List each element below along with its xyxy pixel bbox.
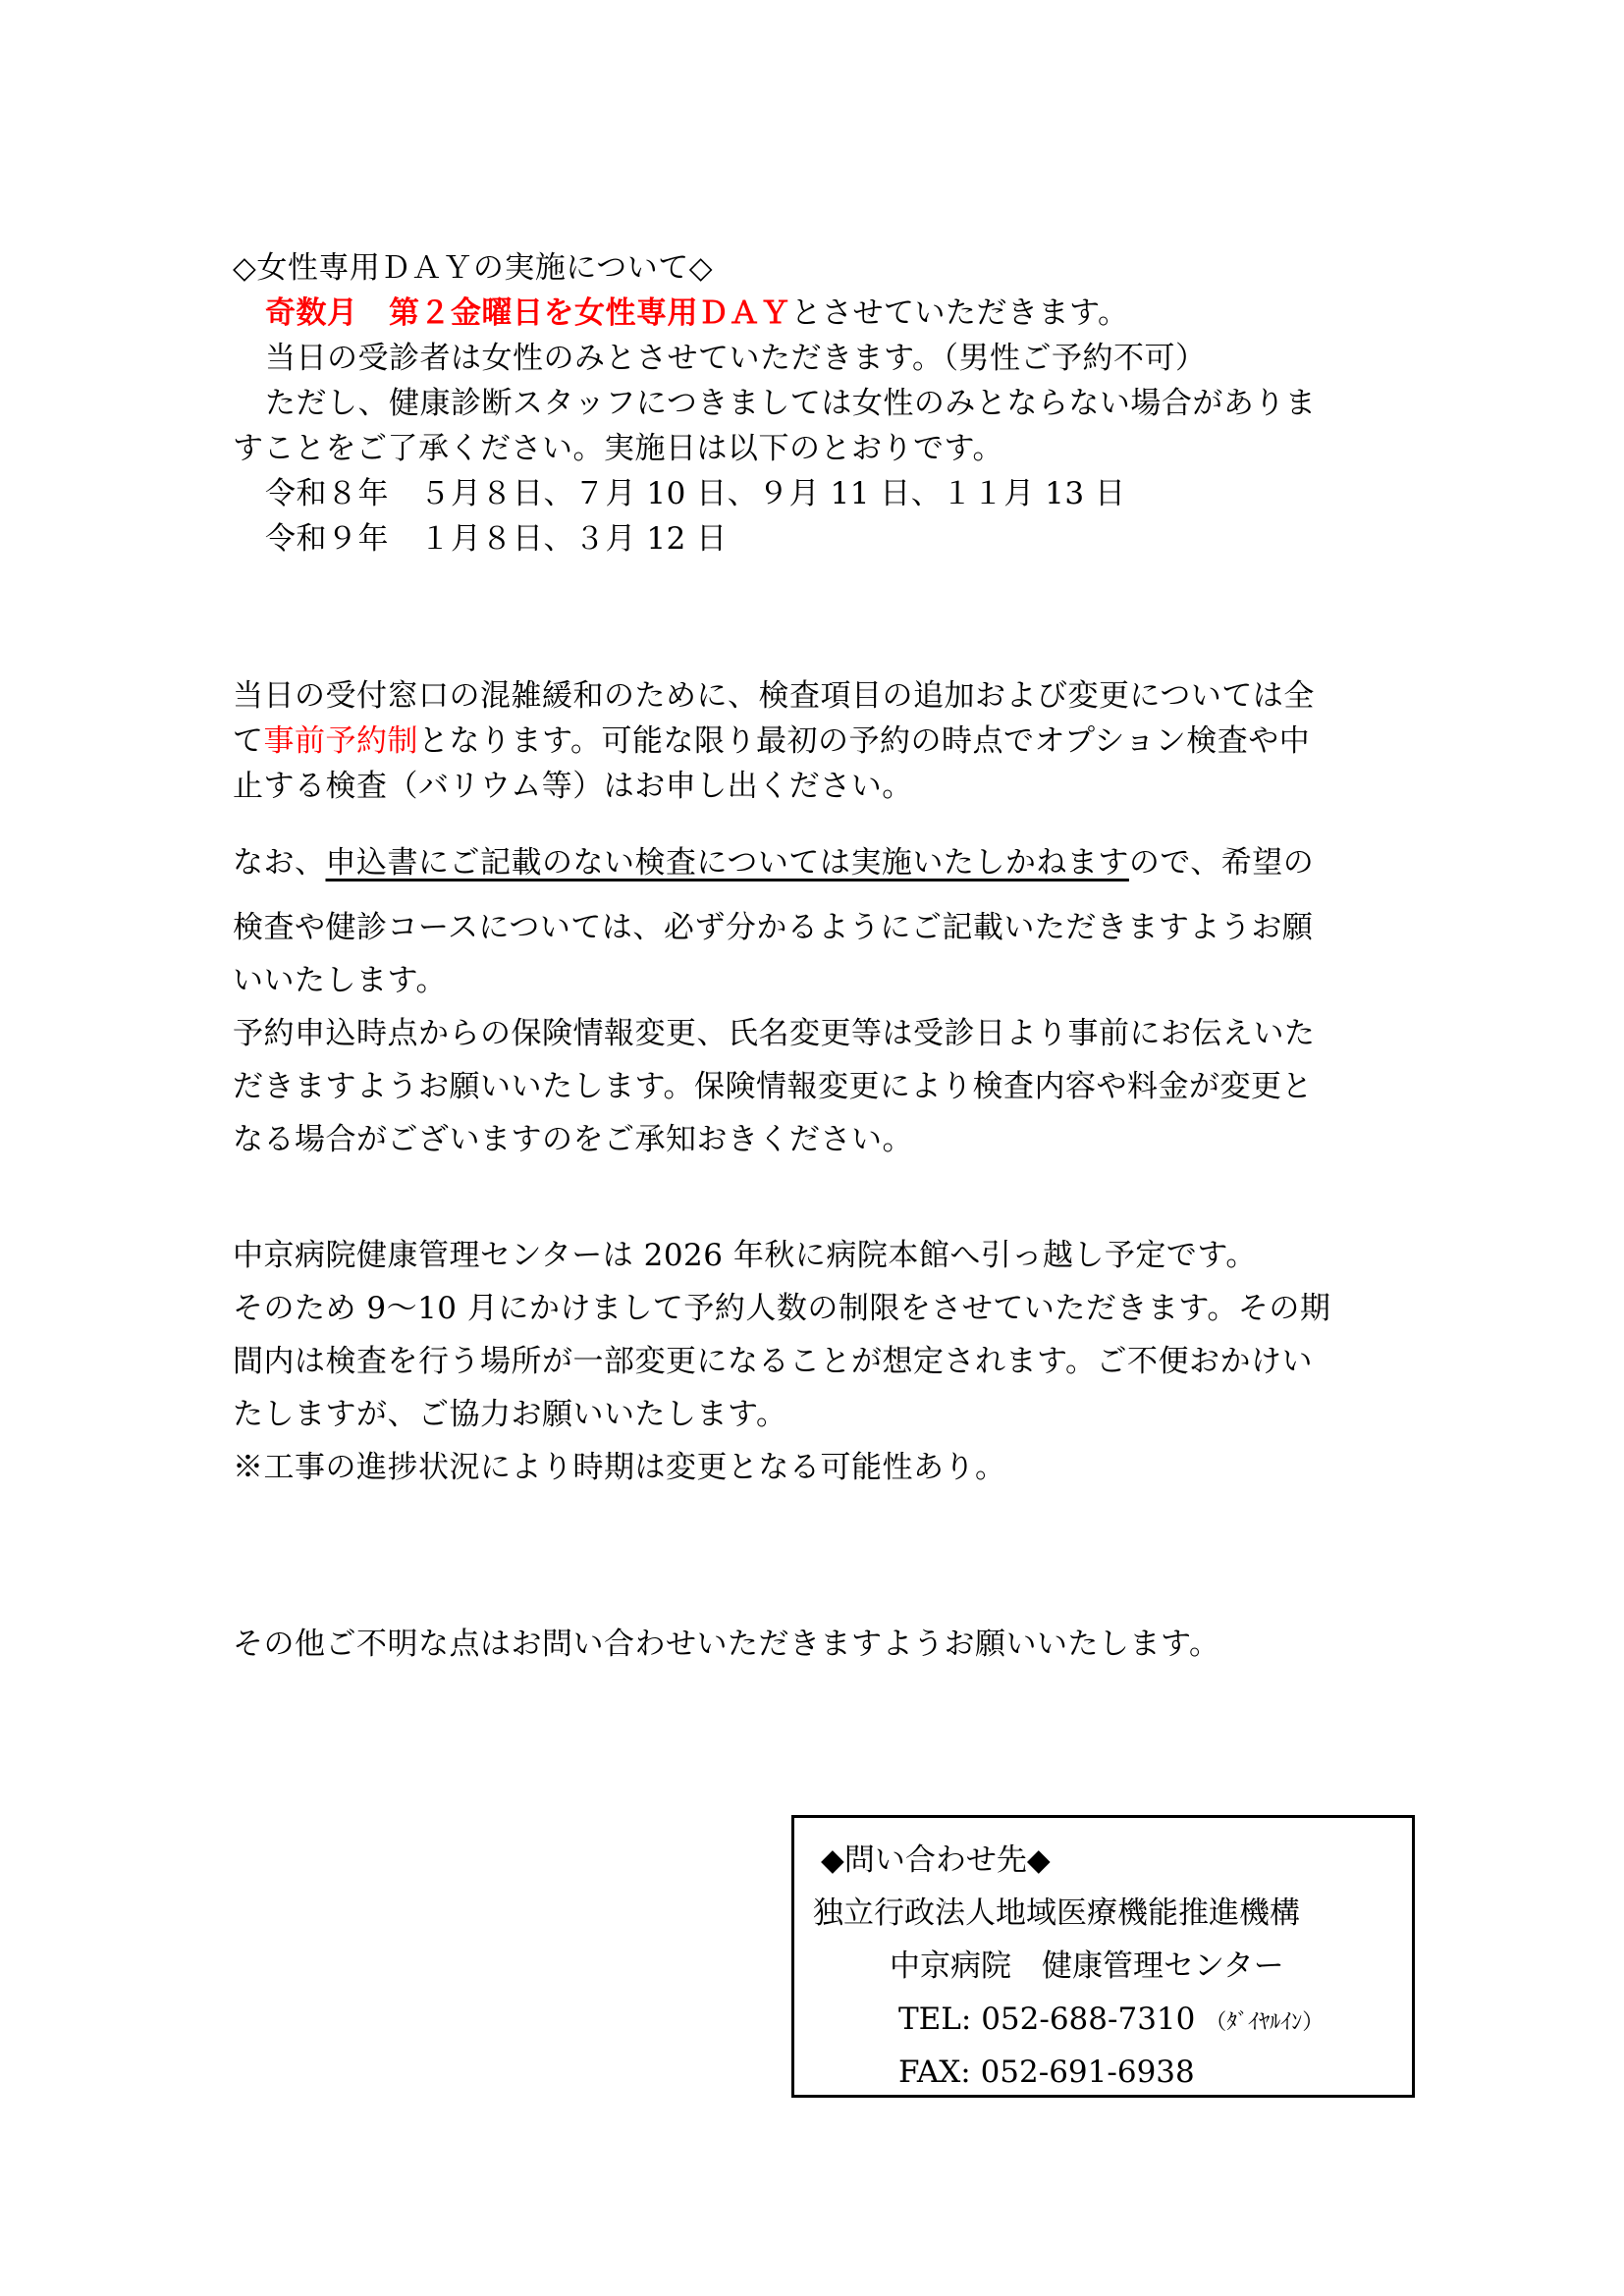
date-year: 令和８年	[265, 476, 389, 511]
relocation-note: ※工事の進捗状況により時期は変更となる可能性あり。	[233, 1450, 1006, 1485]
womens-day-note: 当日の受診者は女性のみとさせていただきます。（男性ご予約不可）	[265, 341, 1207, 376]
contact-box	[791, 1815, 1415, 2098]
relocation-line: そのため 9～10 月にかけまして予約人数の制限をさせていただきます。その期	[233, 1291, 1331, 1326]
booking-text: なお、	[233, 845, 326, 881]
womens-day-staff-note: ただし、健康診断スタッフにつきましては女性のみとならない場合がありま	[265, 386, 1317, 421]
womens-day-schedule-rest: とさせていただきます。	[790, 295, 1129, 331]
booking-para-line: 止する検査（バリウム等）はお申し出ください。	[233, 769, 913, 804]
underlined-warning: 申込書にご記載のない検査については実施いたしかねます	[325, 845, 1129, 881]
womens-day-highlight: 奇数月 第２金曜日を女性専用ＤＡＹ	[265, 295, 791, 331]
advance-booking-highlight: 事前予約制	[263, 723, 418, 759]
womens-day-staff-note-cont: すことをご了承ください。実施日は以下のとおりです。	[233, 431, 1004, 466]
tel-dial-in-note: （ﾀﾞｲﾔﾙｲﾝ）	[1205, 2010, 1325, 2035]
date-days: １月８日、３月 12 日	[419, 521, 728, 557]
date-days: ５月８日、７月 10 日、９月 11 日、１１月 13 日	[419, 476, 1126, 511]
contact-organization: 独立行政法人地域医療機能推進機構	[813, 1896, 1300, 1931]
womens-day-schedule	[265, 291, 1434, 336]
contact-tel	[898, 1997, 1324, 2042]
booking-para-line: 検査や健診コースについては、必ず分かるようにご記載いただきますようお願	[233, 910, 1314, 945]
contact-title: ◆問い合わせ先◆	[821, 1842, 1051, 1878]
relocation-line: 間内は検査を行う場所が一部変更になることが想定されます。ご不便おかけい	[233, 1344, 1314, 1379]
booking-para-line: いいたします。	[233, 963, 448, 998]
tel-number: TEL: 052-688-7310	[898, 2002, 1196, 2037]
closing-text: その他ご不明な点はお問い合わせいただきますようお願いいたします。	[233, 1627, 1220, 1662]
womens-day-heading: ◇女性専用ＤＡＹの実施について◇	[233, 250, 714, 286]
date-year: 令和９年	[265, 521, 389, 557]
womens-day-dates-r8	[265, 471, 1434, 516]
booking-para-line: だきますようお願いいたします。保険情報変更により検査内容や料金が変更と	[233, 1069, 1314, 1104]
booking-text: て	[233, 723, 264, 759]
relocation-line: 中京病院健康管理センターは 2026 年秋に病院本館へ引っ越し予定です。	[233, 1238, 1257, 1273]
booking-para-line: なる場合がございますのをご承知おきください。	[233, 1122, 913, 1157]
booking-para-line: 当日の受付窓口の混雑緩和のために、検査項目の追加および変更については全	[233, 678, 1315, 714]
contact-department: 中京病院 健康管理センター	[890, 1949, 1284, 1984]
booking-text: となります。可能な限り最初の予約の時点でオプション検査や中	[418, 723, 1311, 759]
contact-fax: FAX: 052-691-6938	[898, 2055, 1195, 2090]
booking-para-line: 予約申込時点からの保険情報変更、氏名変更等は受診日より事前にお伝えいた	[233, 1016, 1316, 1051]
booking-para-line	[233, 719, 1401, 764]
relocation-line: たしますが、ご協力お願いいたします。	[233, 1397, 787, 1432]
booking-para-line	[233, 840, 1401, 885]
womens-day-dates-r9	[265, 516, 1434, 561]
booking-text: ので、希望の	[1128, 845, 1315, 881]
